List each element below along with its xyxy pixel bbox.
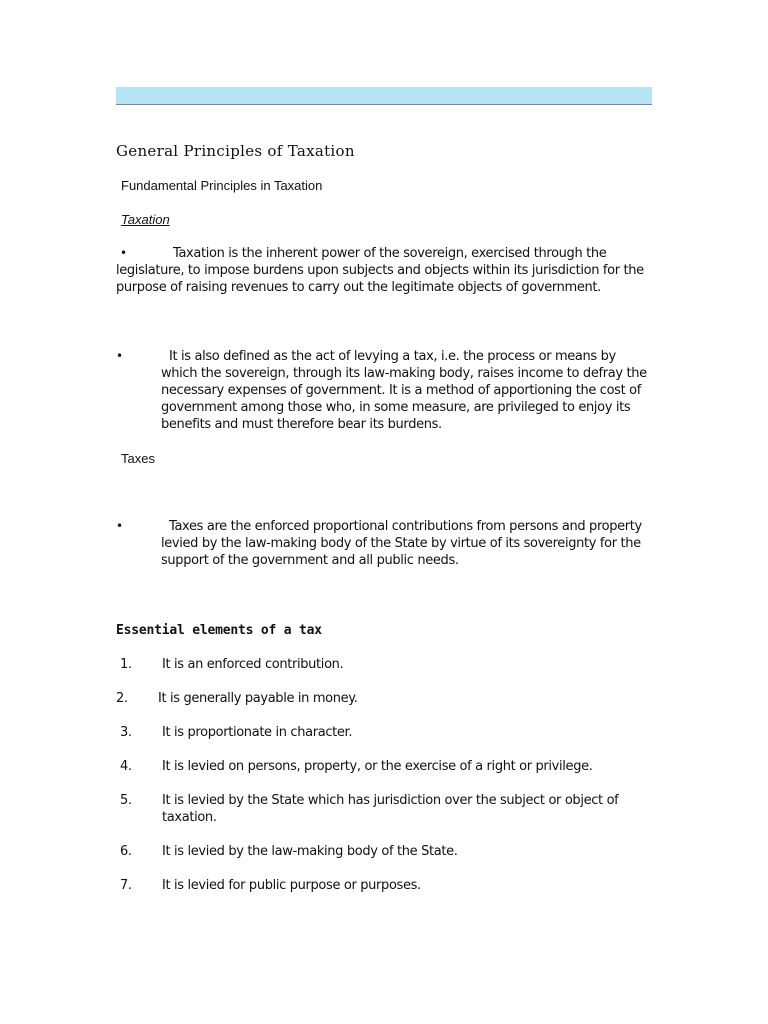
- list-text: It is levied by the law-making body of the State.: [162, 844, 458, 859]
- list-text: It is levied by the State which has jurisdiction over the subject or object of taxation.: [162, 793, 619, 825]
- list-number: 6.: [120, 844, 132, 859]
- list-text: It is generally payable in money.: [158, 691, 358, 706]
- bullet-icon: •: [116, 519, 123, 533]
- bullet-icon: •: [116, 349, 123, 363]
- elements-heading: Essential elements of a tax: [116, 623, 322, 638]
- taxes-heading: Taxes: [121, 451, 155, 466]
- taxation-heading: Taxation: [121, 212, 170, 227]
- paragraph-text: Taxation is the inherent power of the sovereign, exercised through the legislature, to impose burdens upon subjects and objects within its jurisdiction for the purpose of raising revenues to carry out the legitimate objects of government.: [116, 246, 644, 295]
- taxation-paragraph-1: [116, 245, 656, 296]
- taxes-paragraph: [116, 518, 653, 569]
- list-number: 4.: [120, 759, 132, 774]
- paragraph-text: Taxes are the enforced proportional contributions from persons and property levied by the law-making body of the State by virtue of its sovereignty for the support of the government and all public needs.: [161, 519, 642, 568]
- list-text: It is levied on persons, property, or the exercise of a right or privilege.: [162, 759, 593, 774]
- header-bar: [116, 87, 652, 105]
- list-text: It is levied for public purpose or purposes.: [162, 878, 421, 893]
- document-title: General Principles of Taxation: [116, 142, 355, 160]
- list-number: 2.: [116, 691, 128, 706]
- list-number: 1.: [120, 657, 132, 672]
- taxation-paragraph-2: [116, 348, 653, 433]
- subheading: Fundamental Principles in Taxation: [121, 178, 323, 193]
- paragraph-text: It is also defined as the act of levying a tax, i.e. the process or means by which the sovereign, through its law-making body, raises income to defray the necessary expenses of government. It is a method of apportioning the cost of government among those who, in some measure, are privileged to enjoy its benefits and must therefore bear its burdens.: [161, 349, 647, 432]
- list-text: It is proportionate in character.: [162, 725, 353, 740]
- list-text: It is an enforced contribution.: [162, 657, 344, 672]
- list-number: 5.: [120, 793, 132, 808]
- bullet-icon: •: [120, 246, 127, 260]
- list-number: 3.: [120, 725, 132, 740]
- list-number: 7.: [120, 878, 132, 893]
